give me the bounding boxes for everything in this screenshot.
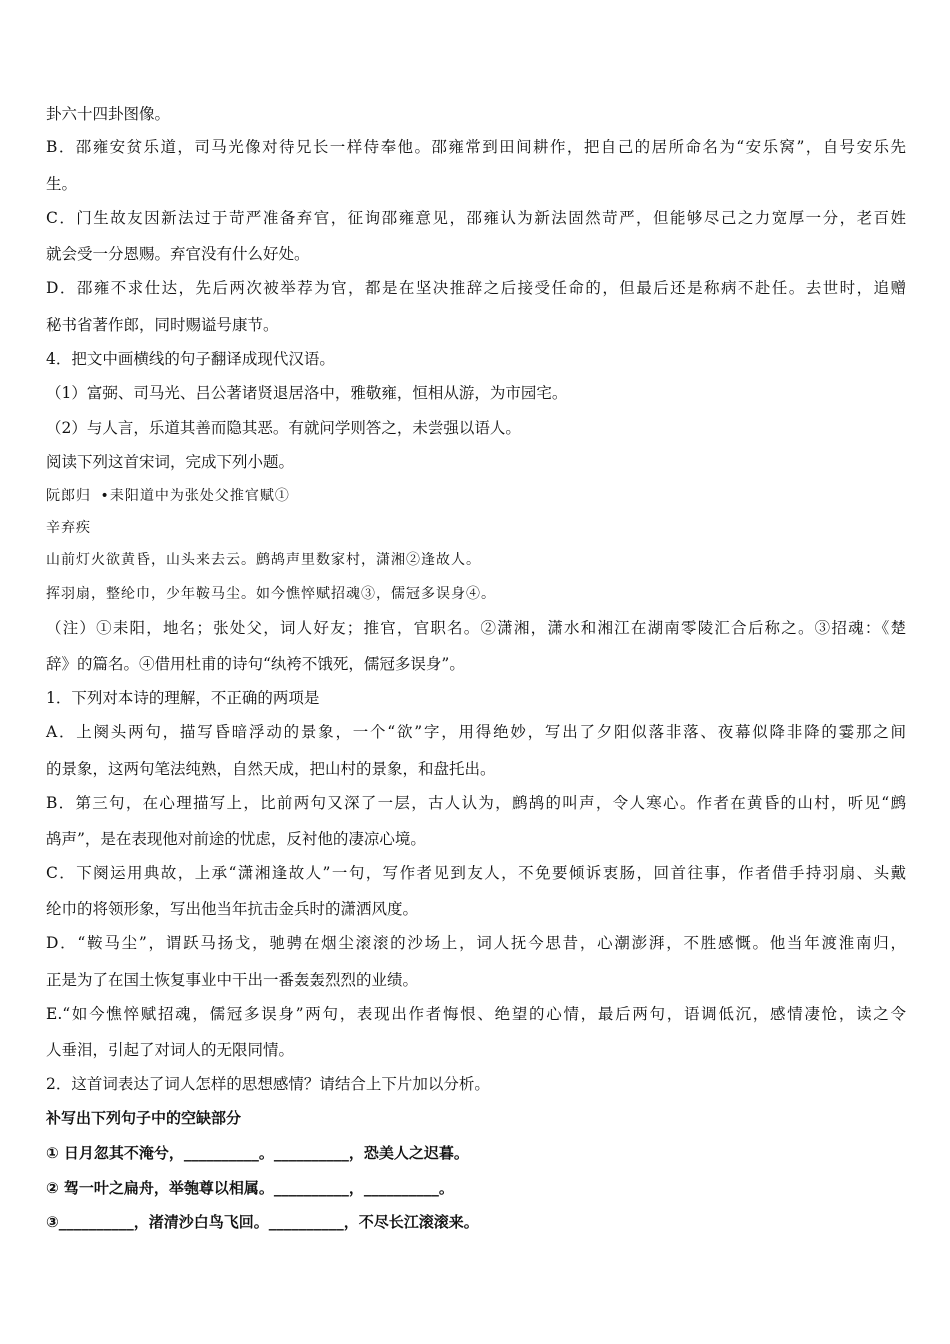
option-line: 的景象，这两句笔法纯熟，自然天成，把山村的景象，和盘托出。 bbox=[46, 760, 496, 778]
text-line: 就会受一分恩赐。弃官没有什么好处。 bbox=[46, 245, 310, 263]
text-line: （1）富弼、司马光、吕公著诸贤退居洛中，雅敬雍，恒相从游，为市园宅。 bbox=[46, 384, 568, 402]
section-heading: 补写出下列句子中的空缺部分 bbox=[46, 1109, 242, 1127]
instruction-line: 阅读下列这首宋词，完成下列小题。 bbox=[46, 453, 295, 471]
annotation-line: （注）①耒阳，地名；张处父，词人好友；推官，官职名。②潇湘，潇水和湘江在湖南零陵汇合后称之。③招魂：《楚 bbox=[46, 619, 906, 637]
question-heading: 4．把文中画横线的句子翻译成现代汉语。 bbox=[46, 350, 335, 368]
fill-blank-line: ② 驾一叶之扁舟，举匏尊以相属。__________，__________。 bbox=[46, 1179, 454, 1197]
poem-title: 阮郎归 •耒阳道中为张处父推官赋① bbox=[46, 488, 290, 504]
option-line: C．下阕运用典故，上承“潇湘逢故人”一句，写作者见到友人，不免要倾诉衷肠，回首往事，作者借手持羽扇、头戴 bbox=[46, 864, 906, 882]
text-line: C．门生故友因新法过于苛严准备弃官，征询邵雍意见，邵雍认为新法固然苛严，但能够尽己之力宽厚一分，老百姓 bbox=[46, 209, 906, 227]
option-line: D．“鞍马尘”，谓跃马扬戈，驰骋在烟尘滚滚的沙场上，词人抚今思昔，心潮澎湃，不胜感慨。他当年渡淮南归， bbox=[46, 934, 906, 952]
option-line: E.“如今憔悴赋招魂，儒冠多误身”两句，表现出作者悔恨、绝望的心情，最后两句，语调低沉，感情凄怆，读之令 bbox=[46, 1005, 906, 1023]
text-line: B．邵雍安贫乐道，司马光像对待兄长一样侍奉他。邵雍常到田间耕作，把自己的居所命名为“安乐窝”，自号安乐先 bbox=[46, 138, 906, 156]
option-line: A．上阕头两句，描写昏暗浮动的景象，一个“欲”字，用得绝妙，写出了夕阳似落非落、夜幕似降非降的霎那之间 bbox=[46, 723, 906, 741]
poem-author: 辛弃疾 bbox=[46, 520, 91, 536]
text-line: 卦六十四卦图像。 bbox=[46, 105, 171, 123]
text-line: D．邵雍不求仕达，先后两次被举荐为官，都是在坚决推辞之后接受任命的，但最后还是称病不赴任。去世时，追赠 bbox=[46, 279, 906, 297]
fill-blank-line: ① 日月忽其不淹兮，__________。__________，恐美人之迟暮。 bbox=[46, 1144, 469, 1162]
text-line: 秘书省著作郎，同时赐谥号康节。 bbox=[46, 316, 279, 334]
fill-blank-line: ③__________，渚清沙白鸟飞回。__________，不尽长江滚滚来。 bbox=[46, 1213, 479, 1231]
option-line: 正是为了在国土恢复事业中干出一番轰轰烈烈的业绩。 bbox=[46, 971, 419, 989]
option-line: 人垂泪，引起了对词人的无限同情。 bbox=[46, 1041, 295, 1059]
option-line: 鸪声”，是在表现他对前途的忧虑，反衬他的凄凉心境。 bbox=[46, 830, 426, 848]
poem-line: 山前灯火欲黄昏，山头来去云。鹧鸪声里数家村，潇湘②逢故人。 bbox=[46, 552, 481, 568]
question-heading: 1．下列对本诗的理解，不正确的两项是 bbox=[46, 689, 320, 707]
text-line: 生。 bbox=[46, 175, 78, 193]
poem-line: 挥羽扇，整纶巾，少年鞍马尘。如今憔悴赋招魂③，儒冠多误身④。 bbox=[46, 586, 496, 602]
option-line: 纶巾的将领形象，写出他当年抗击金兵时的潇洒风度。 bbox=[46, 900, 419, 918]
question-heading: 2．这首词表达了词人怎样的思想感情？请结合上下片加以分析。 bbox=[46, 1075, 490, 1093]
text-line: （2）与人言，乐道其善而隐其恶。有就问学则答之，未尝强以语人。 bbox=[46, 419, 521, 437]
option-line: B．第三句，在心理描写上，比前两句又深了一层，古人认为，鹧鸪的叫声，令人寒心。作者在黄昏的山村，听见“鹧 bbox=[46, 794, 906, 812]
annotation-line: 辞》的篇名。④借用杜甫的诗句“纨袴不饿死，儒冠多误身”。 bbox=[46, 655, 465, 673]
